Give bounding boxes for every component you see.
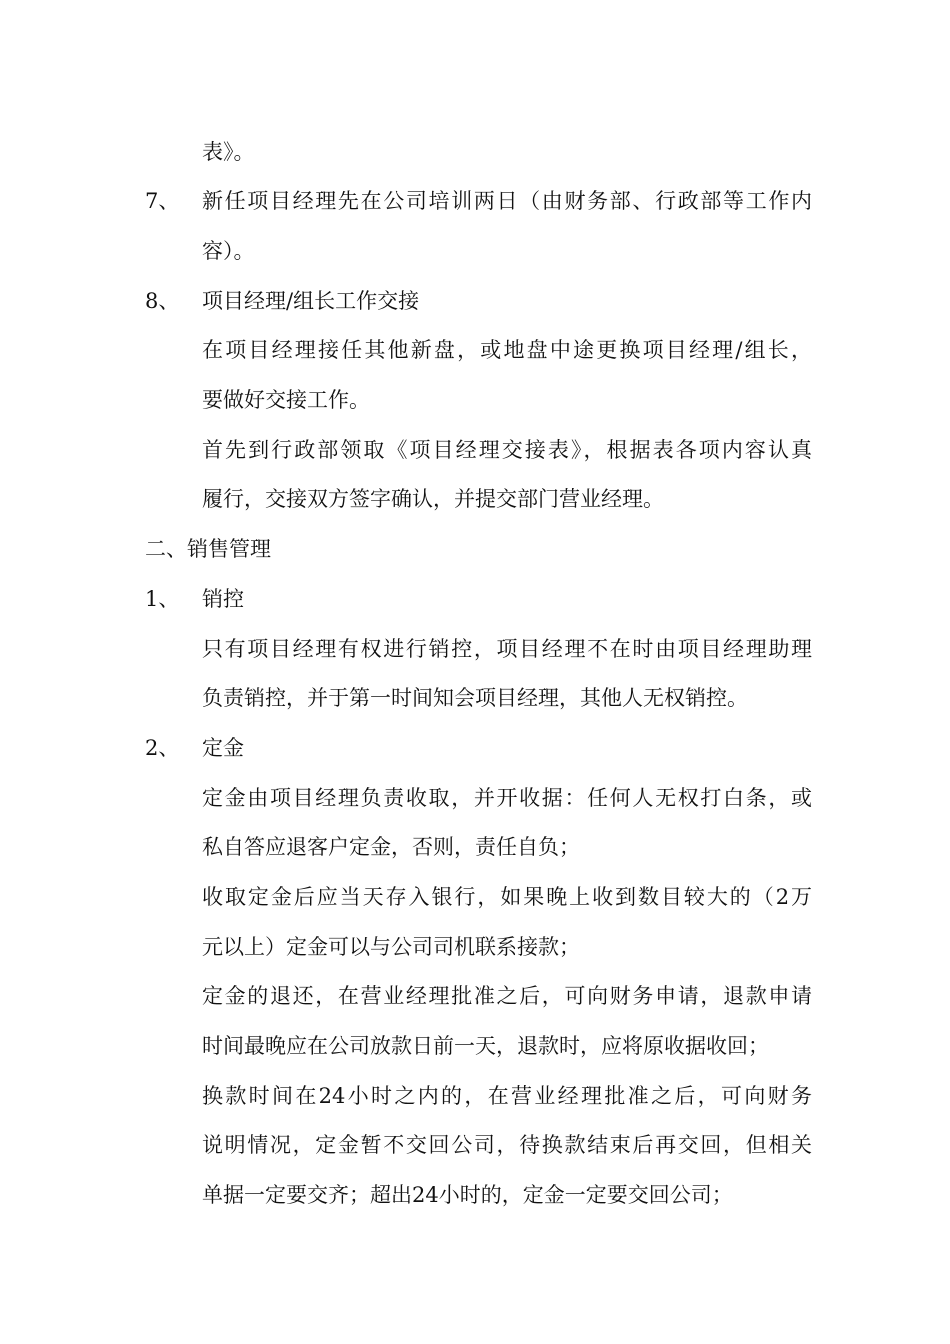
text-line: 私自答应退客户定金，否则，责任自负； (202, 835, 580, 859)
text-line: 换款时间在24小时之内的，在营业经理批准之后，可向财务 (202, 1084, 812, 1108)
item-heading: 项目经理/组长工作交接 (202, 289, 420, 313)
text-line: 要做好交接工作。 (202, 388, 370, 412)
section-heading: 二、销售管理 (145, 537, 271, 561)
text-line: 说明情况，定金暂不交回公司，待换款结束后再交回，但相关 (202, 1133, 812, 1157)
text-line: 定金的退还，在营业经理批准之后，可向财务申请，退款申请 (202, 984, 812, 1008)
text-line: 收取定金后应当天存入银行，如果晚上收到数目较大的（2万 (202, 885, 812, 909)
text-line: 元以上）定金可以与公司司机联系接款； (202, 935, 580, 959)
text-line: 履行，交接双方签字确认，并提交部门营业经理。 (202, 487, 664, 511)
text-line: 单据一定要交齐；超出24小时的，定金一定要交回公司； (202, 1183, 733, 1207)
text-line: 新任项目经理先在公司培训两日（由财务部、行政部等工作内 (202, 189, 812, 213)
item-number-1: 1、 (145, 587, 180, 611)
text-line: 时间最晚应在公司放款日前一天，退款时，应将原收据收回； (202, 1034, 769, 1058)
text-line: 定金由项目经理负责收取，并开收据：任何人无权打白条，或 (202, 786, 812, 810)
item-number-2: 2、 (145, 736, 180, 760)
item-number-7: 7、 (145, 189, 180, 213)
text-line: 在项目经理接任其他新盘，或地盘中途更换项目经理/组长， (202, 338, 812, 362)
text-line: 容）。 (202, 239, 255, 263)
text-line: 负责销控，并于第一时间知会项目经理，其他人无权销控。 (202, 686, 748, 710)
text-line: 首先到行政部领取《项目经理交接表》，根据表各项内容认真 (202, 438, 812, 462)
text-line: 只有项目经理有权进行销控，项目经理不在时由项目经理助理 (202, 637, 812, 661)
item-heading: 定金 (202, 736, 244, 760)
item-heading: 销控 (202, 587, 244, 611)
item-number-8: 8、 (145, 289, 180, 313)
text-line: 表》。 (202, 140, 255, 164)
